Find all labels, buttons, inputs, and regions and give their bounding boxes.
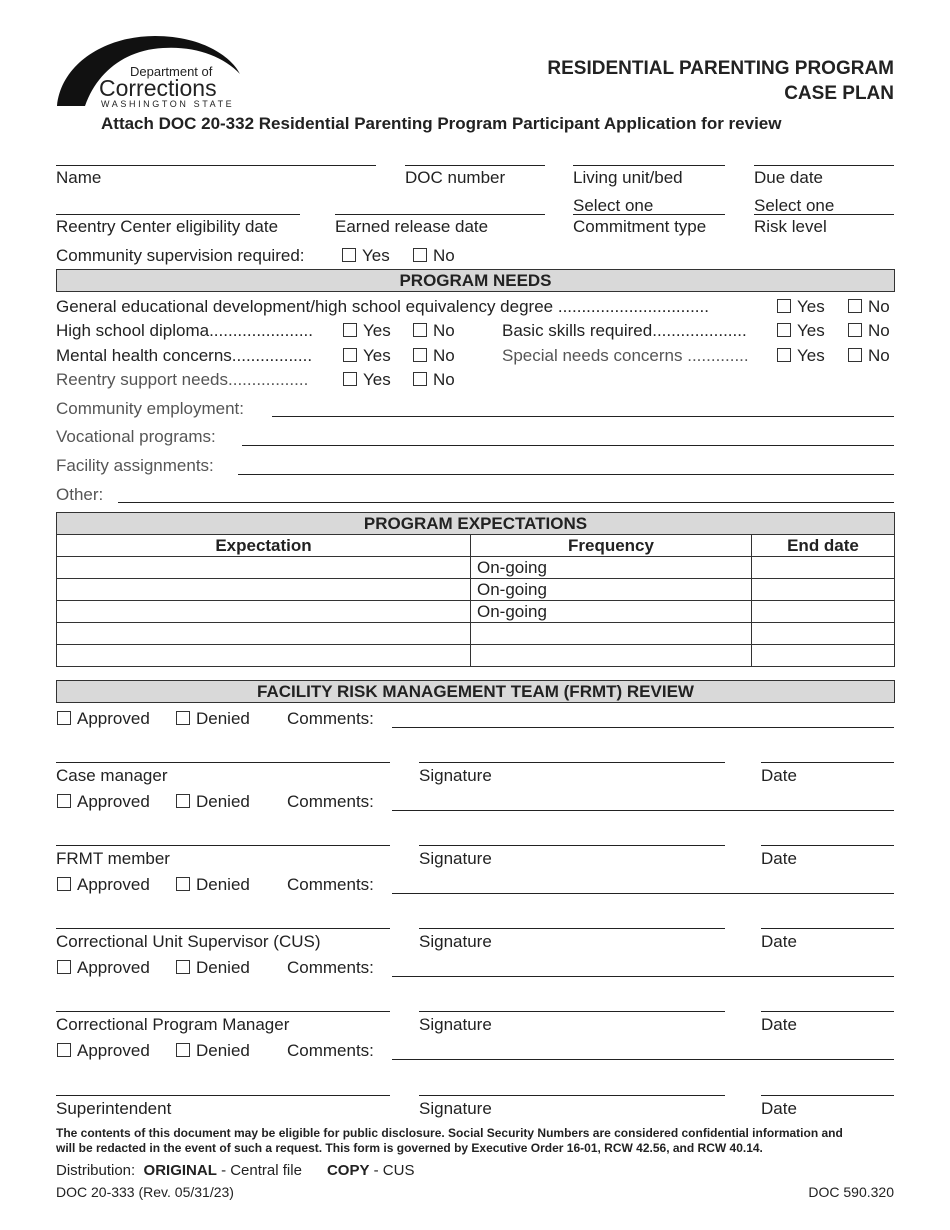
other-label: Other:: [56, 485, 104, 504]
approved-checkbox[interactable]: Approved: [57, 1041, 150, 1061]
name-line[interactable]: [56, 165, 376, 166]
expectation-cell[interactable]: [57, 601, 471, 623]
doc-logo: [55, 34, 245, 110]
denied-checkbox[interactable]: Denied: [176, 1041, 250, 1061]
column-frequency: Frequency: [471, 535, 752, 557]
date-label: Date: [761, 766, 797, 785]
frequency-cell[interactable]: On-going: [471, 601, 752, 623]
comments-label: Comments:: [287, 1041, 374, 1060]
hs-diploma-yes[interactable]: Yes: [343, 321, 391, 341]
end-date-cell[interactable]: [752, 601, 895, 623]
comments-label: Comments:: [287, 792, 374, 811]
facility-assignments-label: Facility assignments:: [56, 456, 214, 475]
denied-checkbox[interactable]: Denied: [176, 875, 250, 895]
comments-label: Comments:: [287, 875, 374, 894]
vocational-line[interactable]: [242, 445, 894, 446]
basic-skills-label: Basic skills required....................: [502, 321, 747, 340]
table-row: [57, 557, 895, 579]
checkbox-icon[interactable]: [413, 248, 427, 262]
frequency-cell[interactable]: [471, 623, 752, 645]
reentry-support-no[interactable]: No: [413, 370, 455, 390]
special-needs-label: Special needs concerns .............: [502, 346, 749, 365]
role-line[interactable]: [56, 1095, 390, 1096]
community-supervision-no[interactable]: No: [413, 246, 455, 266]
doc-number-line[interactable]: [405, 165, 545, 166]
approved-checkbox[interactable]: Approved: [57, 958, 150, 978]
due-date-line[interactable]: [754, 165, 894, 166]
checkbox-icon[interactable]: [848, 299, 862, 313]
reentry-date-label: Reentry Center eligibility date: [56, 217, 279, 236]
frmt-review-heading: FACILITY RISK MANAGEMENT TEAM (FRMT) REVIEW: [56, 680, 895, 703]
role-line[interactable]: [56, 762, 390, 763]
doc-number-label: DOC number: [405, 168, 506, 187]
distribution-original-dest: - Central file: [221, 1162, 302, 1179]
signature-label: Signature: [419, 932, 492, 951]
denied-checkbox[interactable]: Denied: [176, 709, 250, 729]
approved-checkbox[interactable]: Approved: [57, 875, 150, 895]
signature-line[interactable]: [419, 1011, 725, 1012]
expectations-table: [56, 534, 895, 667]
checkbox-icon[interactable]: [343, 348, 357, 362]
distribution-copy: COPY: [326, 1162, 370, 1179]
signature-label: Signature: [419, 766, 492, 785]
signature-line[interactable]: [419, 845, 725, 846]
checkbox-icon[interactable]: [777, 323, 791, 337]
policy-number: DOC 590.320: [808, 1184, 894, 1200]
reentry-support-label: Reentry support needs.................: [56, 370, 309, 389]
form-subtitle: Attach DOC 20-332 Residential Parenting Program Participant Application for review: [101, 114, 782, 133]
signature-label: Signature: [419, 849, 492, 868]
column-end-date: End date: [752, 535, 895, 557]
denied-checkbox[interactable]: Denied: [176, 958, 250, 978]
role-label-case-manager: Case manager: [56, 766, 168, 785]
comments-label: Comments:: [287, 709, 374, 728]
checkbox-icon[interactable]: [57, 960, 71, 974]
checkbox-icon[interactable]: [848, 348, 862, 362]
date-label: Date: [761, 1099, 797, 1118]
checkbox-icon[interactable]: [413, 348, 427, 362]
other-line[interactable]: [118, 502, 894, 503]
reentry-support-yes[interactable]: Yes: [343, 370, 391, 390]
checkbox-icon[interactable]: [57, 711, 71, 725]
approved-checkbox[interactable]: Approved: [57, 709, 150, 729]
vocational-label: Vocational programs:: [56, 427, 216, 446]
comments-line[interactable]: [392, 1059, 894, 1060]
name-label: Name: [56, 168, 102, 187]
community-supervision-label: Community supervision required:: [56, 246, 305, 265]
frequency-cell[interactable]: [471, 645, 752, 667]
earned-release-line[interactable]: [335, 214, 545, 215]
comments-line[interactable]: [392, 893, 894, 894]
form-number: DOC 20-333 (Rev. 05/31/23): [56, 1184, 234, 1200]
role-line[interactable]: [56, 845, 390, 846]
checkbox-icon[interactable]: [413, 372, 427, 386]
end-date-cell[interactable]: [752, 579, 895, 601]
program-expectations-heading: PROGRAM EXPECTATIONS: [56, 512, 895, 535]
date-label: Date: [761, 932, 797, 951]
role-label-superintendent: Superintendent: [56, 1099, 172, 1118]
ged-no[interactable]: No: [848, 297, 890, 317]
hs-diploma-label: High school diploma......................: [56, 321, 313, 340]
distribution-label: Distribution:: [56, 1162, 136, 1179]
table-row: [57, 601, 895, 623]
reentry-date-line[interactable]: [56, 214, 300, 215]
checkbox-icon[interactable]: [176, 960, 190, 974]
signature-label: Signature: [419, 1099, 492, 1118]
checkbox-icon[interactable]: [848, 323, 862, 337]
ged-yes[interactable]: Yes: [777, 297, 825, 317]
checkbox-icon[interactable]: [57, 877, 71, 891]
end-date-cell[interactable]: [752, 557, 895, 579]
checkbox-icon[interactable]: [343, 372, 357, 386]
distribution: [56, 1162, 414, 1179]
role-label-frmt-member: FRMT member: [56, 849, 170, 868]
date-line[interactable]: [761, 928, 894, 929]
comments-line[interactable]: [392, 976, 894, 977]
checkbox-icon[interactable]: [413, 323, 427, 337]
due-date-label: Due date: [754, 168, 823, 187]
table-row: [57, 623, 895, 645]
logo-line2: Corrections: [99, 75, 217, 101]
special-needs-yes[interactable]: Yes: [777, 346, 825, 366]
end-date-cell[interactable]: [752, 645, 895, 667]
comments-line[interactable]: [392, 727, 894, 728]
signature-line[interactable]: [419, 762, 725, 763]
living-unit-label: Living unit/bed: [573, 168, 683, 187]
community-supervision-yes[interactable]: Yes: [342, 246, 390, 266]
special-needs-no[interactable]: No: [848, 346, 890, 366]
hs-diploma-no[interactable]: No: [413, 321, 455, 341]
disclosure-line1: The contents of this document may be eligible for public disclosure. Social Security Numbers are considered confidential information and: [56, 1126, 843, 1140]
living-unit-line[interactable]: [573, 165, 725, 166]
commitment-line: [573, 214, 725, 215]
expectations-header-row: [57, 535, 895, 557]
table-row: [57, 579, 895, 601]
date-line[interactable]: [761, 845, 894, 846]
expectation-cell[interactable]: [57, 557, 471, 579]
form-title-line2: CASE PLAN: [784, 83, 894, 104]
distribution-original: ORIGINAL: [143, 1162, 217, 1179]
signature-line[interactable]: [419, 928, 725, 929]
checkbox-icon[interactable]: [342, 248, 356, 262]
checkbox-icon[interactable]: [176, 1043, 190, 1057]
basic-skills-yes[interactable]: Yes: [777, 321, 825, 341]
program-needs-heading: PROGRAM NEEDS: [56, 269, 895, 292]
logo-line3: WASHINGTON STATE: [101, 99, 235, 109]
disclosure-line2: will be redacted in the event of such a request. This form is governed by Executive Order 16-01, RCW 42.56, and RCW 40.14.: [56, 1141, 763, 1155]
community-employment-line[interactable]: [272, 416, 894, 417]
comments-label: Comments:: [287, 958, 374, 977]
date-line[interactable]: [761, 1095, 894, 1096]
commitment-select[interactable]: Select one: [573, 196, 654, 215]
expectation-cell[interactable]: [57, 579, 471, 601]
checkbox-icon[interactable]: [777, 348, 791, 362]
date-label: Date: [761, 1015, 797, 1034]
mental-health-yes[interactable]: Yes: [343, 346, 391, 366]
date-line[interactable]: [761, 1011, 894, 1012]
checkbox-icon[interactable]: [343, 323, 357, 337]
date-line[interactable]: [761, 762, 894, 763]
community-employment-label: Community employment:: [56, 399, 245, 418]
expectation-cell[interactable]: [57, 645, 471, 667]
frequency-cell[interactable]: On-going: [471, 579, 752, 601]
signature-label: Signature: [419, 1015, 492, 1034]
frequency-cell[interactable]: On-going: [471, 557, 752, 579]
facility-assignments-line[interactable]: [238, 474, 894, 475]
checkbox-icon[interactable]: [57, 794, 71, 808]
risk-line: [754, 214, 894, 215]
ged-label: General educational development/high school equivalency degree ................................: [56, 297, 709, 316]
end-date-cell[interactable]: [752, 623, 895, 645]
form-title-line1: RESIDENTIAL PARENTING PROGRAM: [547, 58, 894, 79]
checkbox-icon[interactable]: [777, 299, 791, 313]
approved-checkbox[interactable]: Approved: [57, 792, 150, 812]
risk-select[interactable]: Select one: [754, 196, 835, 215]
signature-line[interactable]: [419, 1095, 725, 1096]
commitment-type-label: Commitment type: [573, 217, 707, 236]
mental-health-no[interactable]: No: [413, 346, 455, 366]
role-label-program-manager: Correctional Program Manager: [56, 1015, 290, 1034]
denied-checkbox[interactable]: Denied: [176, 792, 250, 812]
comments-line[interactable]: [392, 810, 894, 811]
role-line[interactable]: [56, 928, 390, 929]
risk-level-label: Risk level: [754, 217, 827, 236]
role-line[interactable]: [56, 1011, 390, 1012]
date-label: Date: [761, 849, 797, 868]
column-expectation: Expectation: [57, 535, 471, 557]
checkbox-icon[interactable]: [176, 711, 190, 725]
table-row: [57, 645, 895, 667]
distribution-copy-dest: - CUS: [373, 1162, 415, 1179]
basic-skills-no[interactable]: No: [848, 321, 890, 341]
checkbox-icon[interactable]: [57, 1043, 71, 1057]
checkbox-icon[interactable]: [176, 794, 190, 808]
mental-health-label: Mental health concerns.................: [56, 346, 313, 365]
earned-release-label: Earned release date: [335, 217, 489, 236]
logo-line1: Department of: [130, 64, 213, 79]
expectation-cell[interactable]: [57, 623, 471, 645]
checkbox-icon[interactable]: [176, 877, 190, 891]
role-label-cus: Correctional Unit Supervisor (CUS): [56, 932, 321, 951]
